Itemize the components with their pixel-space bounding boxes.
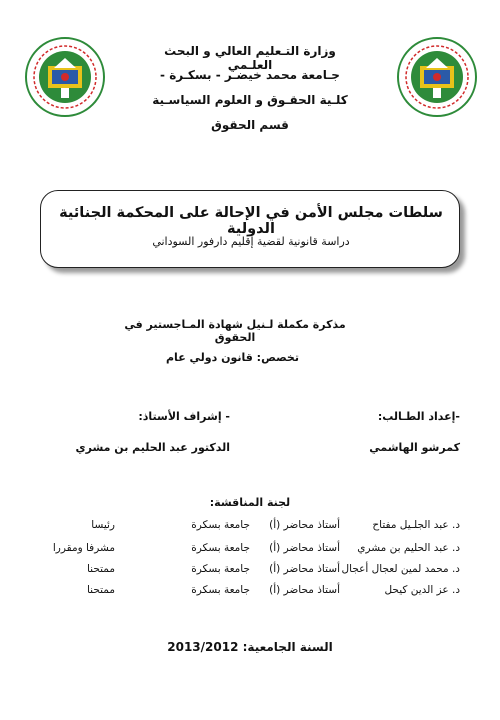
member-name: د. محمد لمين لعجال أعجال	[341, 563, 460, 575]
student-name: كمرشو الهاشمي	[369, 441, 460, 454]
member-rank: أستاذ محاضر (أ)	[269, 584, 340, 596]
supervisor-label: - إشراف الأستاذ:	[138, 410, 230, 423]
ministry-line: وزارة التـعليم العالي و البحث العلـمي	[164, 44, 336, 72]
committee-row	[30, 542, 460, 562]
member-name: د. عبد الجلـيل مفتاح	[372, 519, 460, 531]
university-logo-left	[24, 36, 106, 118]
committee-row	[30, 584, 460, 604]
committee-row	[30, 519, 460, 539]
faculty-line: كلـية الحقـوق و العلوم السياسـية	[152, 93, 348, 107]
academic-year: السنة الجامعية: 2013/2012	[167, 640, 333, 654]
member-university: جامعة بسكرة	[191, 584, 250, 596]
university-logo-right	[396, 36, 478, 118]
member-role: مشرفا ومقررا	[52, 542, 115, 554]
member-role: ممتحنا	[86, 563, 115, 575]
supervisor-name: الدكتور عبد الحليم بن مشري	[75, 441, 230, 454]
member-rank: أستاذ محاضر (أ)	[269, 542, 340, 554]
member-rank: أستاذ محاضر (أ)	[269, 563, 340, 575]
title-box	[40, 190, 460, 268]
specialty: تخصص: قانون دولي عام	[166, 351, 299, 364]
member-name: د. عز الدين كيحل	[384, 584, 460, 596]
member-university: جامعة بسكرة	[191, 542, 250, 554]
member-role: رئيسا	[91, 519, 115, 531]
committee-row	[30, 563, 460, 583]
member-university: جامعة بسكرة	[191, 563, 250, 575]
member-role: ممتحنا	[86, 584, 115, 596]
student-label: -إعداد الطـالب:	[377, 410, 460, 423]
memo-purpose: مذكرة مكملة لـنيل شهادة المـاجستير في الحقوق	[124, 318, 346, 344]
department-line: قسم الحقوق	[211, 118, 289, 132]
member-university: جامعة بسكرة	[191, 519, 250, 531]
university-line: جـامعة محمد خيضـر - بسكـرة -	[160, 68, 340, 82]
member-rank: أستاذ محاضر (أ)	[269, 519, 340, 531]
thesis-subtitle: دراسة قانونية لقضية إقليم دارفور السوداني	[152, 235, 350, 248]
committee-heading: لجنة المناقشة:	[209, 496, 291, 509]
thesis-title: سلطات مجلس الأمن في الإحالة على المحكمة الجنائية الدولية	[59, 205, 443, 237]
member-name: د. عبد الحليم بن مشري	[357, 542, 460, 554]
